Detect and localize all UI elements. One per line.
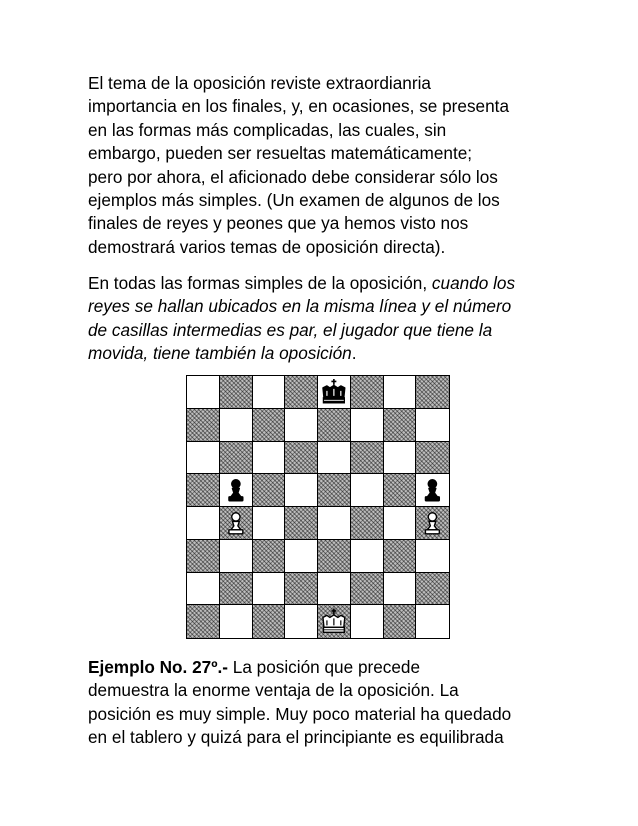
square-g2	[384, 573, 417, 606]
square-g4	[384, 507, 417, 540]
square-a8	[187, 376, 220, 409]
text-italic: cuando los	[431, 273, 516, 293]
square-a2	[187, 573, 220, 606]
square-f7	[351, 409, 384, 442]
square-b1	[220, 605, 253, 638]
square-d7	[285, 409, 318, 442]
square-d8	[285, 376, 318, 409]
square-b8	[220, 376, 253, 409]
white-pawn-icon	[416, 507, 449, 539]
square-c6	[253, 442, 286, 475]
square-e5	[318, 474, 351, 507]
square-d3	[285, 540, 318, 573]
square-f8	[351, 376, 384, 409]
text-line: pero por ahora, el aficionado debe considerar sólo los	[88, 166, 498, 187]
text-line: ejemplos más simples. (Un examen de algunos de los	[88, 190, 500, 211]
square-a1	[187, 605, 220, 638]
square-e7	[318, 409, 351, 442]
square-c7	[253, 409, 286, 442]
square-f4	[351, 507, 384, 540]
text-normal: En todas las formas simples de la oposición,	[88, 273, 432, 293]
square-f3	[351, 540, 384, 573]
text-line: embargo, pueden ser resueltas matemáticamente;	[88, 143, 473, 164]
square-f2	[351, 573, 384, 606]
square-d4	[285, 507, 318, 540]
text-line: El tema de la oposición reviste extraordianria	[88, 73, 431, 93]
square-g7	[384, 409, 417, 442]
square-b3	[220, 540, 253, 573]
text-line	[88, 272, 554, 295]
square-b7	[220, 409, 253, 442]
text-line-italic: reyes se hallan ubicados en la misma línea y el número	[88, 296, 512, 317]
text-italic: movida, tiene también la oposición	[88, 343, 352, 364]
square-a5	[187, 474, 220, 507]
text-normal: .	[351, 343, 357, 364]
square-e2	[318, 573, 351, 606]
square-b5	[220, 474, 253, 507]
paragraph-example	[88, 656, 554, 750]
square-d5	[285, 474, 318, 507]
paragraph-intro	[88, 72, 554, 259]
square-c3	[253, 540, 286, 573]
square-f6	[351, 442, 384, 475]
square-e8	[318, 376, 351, 409]
square-g8	[384, 376, 417, 409]
text-line	[88, 342, 554, 365]
text-line: demuestra la enorme ventaja de la oposición. La	[88, 680, 459, 701]
black-king-icon	[318, 376, 350, 408]
paragraph-opposition-rule	[88, 272, 554, 366]
text-line: en las formas más complicadas, las cuales, sin	[88, 119, 447, 140]
square-d6	[285, 442, 318, 475]
square-e4	[318, 507, 351, 540]
square-b6	[220, 442, 253, 475]
example-heading: Ejemplo No. 27º.-	[88, 657, 228, 677]
square-h4	[416, 507, 449, 540]
square-h2	[416, 573, 449, 606]
square-c5	[253, 474, 286, 507]
text-line-italic: de casillas intermedias es par, el jugador que tiene la	[88, 319, 493, 340]
square-h1	[416, 605, 449, 638]
white-king-icon	[318, 605, 350, 638]
text-line: demostrará varios temas de oposición directa).	[88, 236, 446, 257]
square-c2	[253, 573, 286, 606]
chess-board	[186, 375, 450, 639]
square-c4	[253, 507, 286, 540]
square-b2	[220, 573, 253, 606]
text-line: en el tablero y quizá para el principiante es equilibrada	[88, 727, 504, 748]
white-pawn-icon	[220, 507, 252, 539]
text-line: importancia en los finales, y, en ocasiones, se presenta	[88, 96, 510, 117]
square-a4	[187, 507, 220, 540]
square-f5	[351, 474, 384, 507]
square-c8	[253, 376, 286, 409]
square-a7	[187, 409, 220, 442]
square-h3	[416, 540, 449, 573]
square-h8	[416, 376, 449, 409]
square-h6	[416, 442, 449, 475]
square-f1	[351, 605, 384, 638]
text-line	[88, 656, 554, 679]
square-a3	[187, 540, 220, 573]
square-g5	[384, 474, 417, 507]
square-e6	[318, 442, 351, 475]
square-e3	[318, 540, 351, 573]
square-d2	[285, 573, 318, 606]
square-h5	[416, 474, 449, 507]
text-normal: La posición que precede	[227, 657, 421, 677]
text-line: posición es muy simple. Muy poco material ha quedado	[88, 703, 512, 724]
black-pawn-icon	[416, 474, 449, 506]
square-d1	[285, 605, 318, 638]
square-a6	[187, 442, 220, 475]
square-c1	[253, 605, 286, 638]
square-e1	[318, 605, 351, 638]
square-h7	[416, 409, 449, 442]
square-g1	[384, 605, 417, 638]
square-b4	[220, 507, 253, 540]
text-line: finales de reyes y peones que ya hemos visto nos	[88, 213, 469, 234]
black-pawn-icon	[220, 474, 252, 506]
square-g3	[384, 540, 417, 573]
square-g6	[384, 442, 417, 475]
